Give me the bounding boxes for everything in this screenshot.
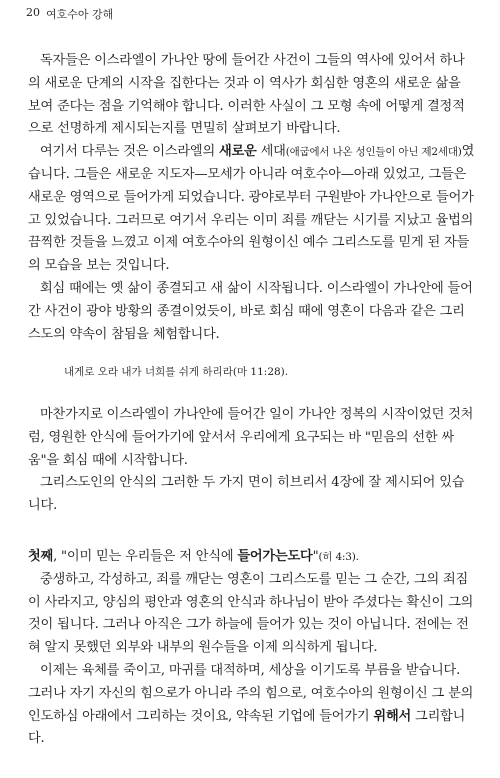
- paragraph: [28, 141, 476, 278]
- text-run: 여기서 다루는 것은 이스라엘의: [40, 144, 219, 160]
- parenthetical-note: (애굽에서 나온 성인들이 아닌 제2세대): [285, 146, 462, 159]
- quote-reference: (마 11:28).: [232, 366, 289, 378]
- emphasis: 첫째: [28, 549, 54, 564]
- paragraph: 마찬가지로 이스라엘이 가나안에 들어간 일이 가나안 정복의 시작이었던 것처럼, 영원한 안식에 들어가기에 앞서서 우리에게 요구되는 바 "믿음의 선한 싸움"을 회심 때에 시작합니다.: [28, 407, 474, 468]
- paragraph: [28, 660, 476, 751]
- text-run: ": [312, 549, 319, 564]
- text-run: , "이미 믿는 우리들은 저 안식에: [53, 549, 238, 564]
- quote-text: 내게로 오라 내가 너희를 쉬게 하리라: [64, 366, 233, 378]
- paragraph: 그리스도인의 안식의 그러한 두 가지 면이 히브리서 4장에 잘 제시되어 있습니다.: [28, 475, 465, 514]
- text-run: 그리합니다.: [28, 708, 466, 747]
- scripture-quote: [64, 364, 288, 379]
- emphasis: 들어가는도다: [237, 549, 313, 564]
- text-run: 였습니다. 그들은 새로운 지도자—모세가 아니라 여호수아—아래 있었고, 그들은 새로운 영역으로 들어가게 되었습니다. 광야로부터 구원받아 가나안으로 들어가고 있었습니다. 그러므로 여기서 우리는 이미 죄를 깨닫는 시기를 지났고 율법의 끔찍한 것들을 느꼈고 이제 여호수아의 원형이신 예수 그리스도를 믿게 된 자들의 모습을 보는 것입니다.: [28, 144, 475, 274]
- page-number: 20: [26, 6, 40, 19]
- book-title: 여호수아 강해: [46, 8, 114, 21]
- emphasis: 위해서: [373, 708, 412, 724]
- lead-statement: [28, 546, 476, 569]
- paragraph: 회심 때에는 옛 삶이 종결되고 새 삶이 시작됩니다. 이스라엘이 가나안에 들어간 사건이 광야 방황의 종결이었듯이, 바로 회심 때에 영혼이 다음과 같은 그리스도의 약속이 참됨을 체험합니다.: [28, 280, 473, 342]
- emphasis: 새로운: [218, 144, 257, 160]
- text-run: 이제는 육체를 죽이고, 마귀를 대적하며, 세상을 이기도록 부름을 받습니다. 그러나 자기 자신의 힘으로가 아니라 주의 힘으로, 여호수아의 원형이신 그 분의 인도하심 아래에서 그리하는 것이요, 약속된 기업에 들어가기: [28, 662, 474, 724]
- scripture-reference: (히 4:3).: [318, 551, 359, 563]
- section-first-aspect: [28, 546, 476, 751]
- running-header: [26, 6, 113, 22]
- text-run: 세대: [256, 144, 286, 160]
- paragraph: 중생하고, 각성하고, 죄를 깨닫는 영혼이 그리스도를 믿는 그 순간, 그의 죄짐이 사라지고, 양심의 평안과 영혼의 안식과 하나님이 받아 주셨다는 확신이 그의 것이 됩니다. 그러나 아직은 그가 하늘에 들어가 있는 것이 아닙니다. 전에는 전혀 알지 못했던 외부와 내부의 원수들을 이제 의식하게 됩니다.: [28, 571, 474, 656]
- section-conversion: [28, 50, 476, 346]
- paragraph: 독자들은 이스라엘이 가나안 땅에 들어간 사건이 그들의 역사에 있어서 하나의 새로운 단계의 시작을 집한다는 것과 이 역사가 회심한 영혼의 새로운 삶을 보여 준다는 점을 기억해야 합니다. 이러한 사실이 그 모형 속에 어떻게 결정적으로 선명하게 제시되는지를 면밀히 살펴보기 바랍니다.: [28, 53, 465, 137]
- section-good-fight: [28, 404, 476, 518]
